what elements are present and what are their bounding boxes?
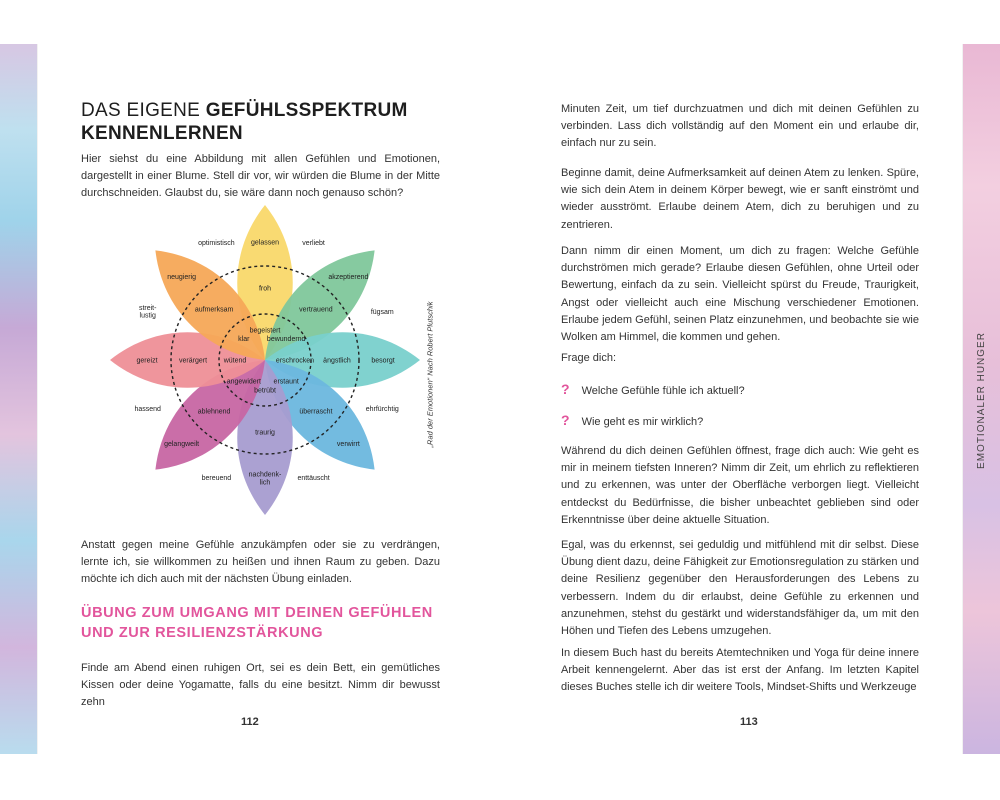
emotion-label-between: hassend [134,406,161,414]
page-number-right: 113 [740,716,758,728]
emotion-label-between: fügsam [370,308,394,316]
emotion-label-middle: aufmerksam [194,306,234,314]
emotion-label-middle: ängstlich [323,357,351,365]
question-2: ? Wie geht es mir wirklich? [561,412,704,428]
paragraph-5: Egal, was du erkennst, sei geduldig und mitfühlend mit dir selbst. Diese Übung dient dazu, deine Fähigkeit zur Emotionsregulation zu stärken und deine Resilienz gegenüber den Herausforderungen des Lebens zu verbessern. Indem du dir erlaubst, deine Gefühle zu erkennen und anzunehmen, stehst du gestärkt und widerstandsfähiger da, um mit den Höhen und Tiefen des Lebens umzugehen. [561,539,919,638]
emotion-label-inner: bewundernd [266,336,306,344]
flower-credit: „Rad der Emotionen“ Nach Robert Plutschik [425,301,435,448]
emotion-label-outer: besorgt [371,357,395,365]
emotion-label-middle: vertrauend [299,306,333,314]
frage-label: Frage dich: [561,352,617,364]
page-number-left: 112 [241,716,259,728]
page-edge-right [962,44,963,754]
emotion-label-between: streit-lustig [138,305,157,320]
paragraph-3: Dann nimm dir einen Moment, um dich zu fragen: Welche Gefühle durchströmen mich gerade? Erlaube diesen Gefühlen, ohne Urteil oder Bewertung, einfach da zu sein. Vielleicht spürst du Freude, Traurigkeit, Angst oder vielleicht auch eine Mischung verschiedener Emotionen. Erlaube jedem Gefühl, seinen Platz einzunehmen, und beobachte sie wie Wolken am Himmel, die kommen und gehen. [561,245,919,344]
question-mark-icon: ? [561,412,570,428]
emotion-label-outer: gelangweilt [164,440,200,448]
exercise-paragraph: Finde am Abend einen ruhigen Ort, sei es dein Bett, ein gemütliches Kissen oder deine Yogamatte, falls du eine besitzt. Nimm dir bewusst zehn [81,662,440,709]
emotion-label-between: ehrfürchtig [365,406,399,414]
emotion-label-between: bereuend [201,474,232,482]
after-flower-paragraph: Anstatt gegen meine Gefühle anzukämpfen oder sie zu verdrängen, lernte ich, sie willkommen zu heißen und ihnen Raum zu geben. Dazu möchte ich dich auch mit der nächsten Übung einladen. [81,539,440,586]
emotion-label-outer: nachdenk-lich [248,471,282,487]
paragraph-4: Während du dich deinen Gefühlen öffnest, frage dich auch: Wie geht es mir in meinem tiefsten Inneren? Nimm dir Zeit, um ehrlich zu reflektieren und zu erkennen, was unter der Oberfläche verborgen liegt. Vielleicht entdeckst du Bedürfnisse, die bisher unbeachtet geblieben sind oder Erkenntnisse über deine aktuelle Situation. [561,445,919,526]
emotion-label-inner: begeistert [249,327,281,335]
paragraph-6: In diesem Buch hast du bereits Atemtechniken und Yoga für deine innere Arbeit kennengelernt. Aber das ist erst der Anfang. Im letzten Kapitel dieses Buches stelle ich dir weitere Tools, Mindset-Shifts und Werkzeuge [561,647,919,694]
emotion-label-between: enttäuscht [297,474,330,482]
emotion-label-inner: angewidert [226,378,261,386]
emotion-flower [90,198,440,523]
marbled-edge-left [0,44,37,754]
emotion-label-inner: betrübt [254,387,276,395]
emotion-label-outer: gereizt [136,357,158,365]
paragraph-2: Beginne damit, deine Aufmerksamkeit auf deinen Atem zu lenken. Spüre, wie sich dein Atem in deinem Körper bewegt, wie er sanft einströmt und wieder ausströmt. Erlaube deinem Atem, dich zu beruhigen und zu zentrieren. [561,167,919,231]
emotion-label-inner: klar [238,336,250,344]
chapter-side-tab: EMOTIONALER HUNGER [975,331,987,469]
emotion-label-outer: akzeptierend [328,274,369,281]
emotion-label-inner: erstaunt [273,378,299,386]
exercise-heading: ÜBUNG ZUM UMGANG MIT DEINEN GEFÜHLEN UND ZUR RESILIENZSTÄRKUNG [81,605,433,641]
emotion-label-middle: froh [258,285,272,293]
emotion-label-outer: verwirrt [336,440,360,448]
emotion-label-outer: neugierig [167,274,197,281]
emotion-label-outer: gelassen [250,239,280,247]
emotion-label-between: optimistisch [198,240,235,248]
emotion-label-inner: erschrocken [275,357,315,365]
page-title: DAS EIGENE GEFÜHLSSPEKTRUM KENNENLERNEN [81,100,408,144]
emotion-label-middle: überrascht [299,408,333,416]
emotion-label-between: verliebt [302,240,325,248]
question-1: ? Welche Gefühle fühle ich aktuell? [561,381,745,397]
question-mark-icon: ? [561,381,570,397]
intro-paragraph: Hier siehst du eine Abbildung mit allen Gefühlen und Emotionen, dargestellt in einer Blume. Stell dir vor, wir würden die Blume in der Mitte durchschneiden. Glaubst du, sie wäre dann noch genauso schön? [81,153,440,200]
page-edge-left [37,44,38,754]
emotion-label-middle: traurig [255,429,275,437]
emotion-label-middle: ablehnend [197,408,231,416]
paragraph-1: Minuten Zeit, um tief durchzuatmen und dich mit deinen Gefühlen zu verbinden. Lass dich vollständig auf den Moment ein und erlaube dir, einfach nur zu sein. [561,103,919,150]
emotion-label-inner: wütend [223,357,247,365]
emotion-label-middle: verärgert [178,357,208,365]
